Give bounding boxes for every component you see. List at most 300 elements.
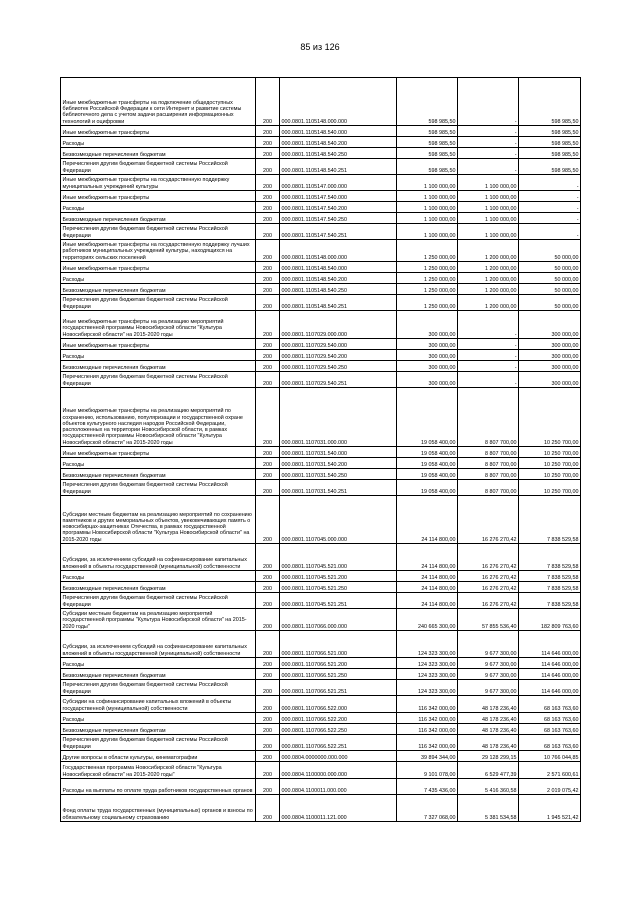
cell-name: Иные межбюджетные трансферты на подключение общедоступных библиотек Российской Федерации к сети Интернет и развитие системы библиотечного дела с учетом задачи расширения информационных технологий и оцифровки (61, 78, 256, 126)
cell-executed: 16 276 270,42 (458, 582, 519, 593)
cell-name: Безвозмездные перечисления бюджетам (61, 213, 256, 224)
cell-grbs: 200 (256, 469, 280, 480)
table-row (61, 696, 581, 713)
cell-executed: 8 807 700,00 (458, 458, 519, 469)
cell-code: 000.0801.1107045.521.250 (280, 582, 397, 593)
cell-rest: 598 985,50 (519, 126, 581, 137)
cell-grbs: 200 (256, 544, 280, 571)
cell-approved: 598 985,50 (397, 159, 458, 175)
cell-approved: 300 000,00 (397, 350, 458, 361)
cell-code: 000.0801.1107031.000.000 (280, 388, 397, 447)
cell-grbs: 200 (256, 609, 280, 631)
table-row (61, 137, 581, 148)
cell-name: Государственная программа Новосибирской области "Культура Новосибирской области" на 2015-2020 годы" (61, 762, 256, 779)
cell-code: 000.0801.1105147.540.251 (280, 224, 397, 240)
cell-executed: 8 807 700,00 (458, 447, 519, 458)
cell-approved: 124 323 300,00 (397, 669, 458, 680)
cell-name: Иные межбюджетные трансферты на государственную поддержку лучших работников муниципальных учреждений культуры, находящихся на территориях сельских поселений (61, 240, 256, 262)
table-row (61, 779, 581, 795)
cell-executed: - (458, 361, 519, 372)
cell-name: Иные межбюджетные трансферты (61, 447, 256, 458)
page-number: 85 из 126 (300, 42, 340, 52)
cell-name: Субсидии, за исключением субсидий на софинансирование капитальных вложений в объекты государственной (муниципальной) собственности (61, 631, 256, 658)
table-row (61, 361, 581, 372)
budget-table (60, 77, 581, 822)
cell-grbs: 200 (256, 372, 280, 388)
cell-approved: 116 342 000,00 (397, 696, 458, 713)
table-row (61, 175, 581, 191)
table-row (61, 480, 581, 496)
cell-executed: - (458, 339, 519, 350)
table-row (61, 593, 581, 609)
table-row (61, 795, 581, 822)
cell-name: Перечисления другим бюджетам бюджетной системы Российской Федерации (61, 224, 256, 240)
table-row (61, 388, 581, 447)
cell-name: Расходы (61, 658, 256, 669)
cell-executed: 16 276 270,42 (458, 571, 519, 582)
cell-grbs: 200 (256, 350, 280, 361)
cell-grbs: 200 (256, 724, 280, 735)
cell-executed: 9 677 300,00 (458, 669, 519, 680)
cell-executed: 48 178 236,40 (458, 724, 519, 735)
cell-grbs: 200 (256, 262, 280, 273)
cell-executed: - (458, 159, 519, 175)
cell-executed: - (458, 350, 519, 361)
cell-name: Расходы (61, 571, 256, 582)
cell-approved: 300 000,00 (397, 372, 458, 388)
cell-rest: - (519, 175, 581, 191)
cell-executed: 1 100 000,00 (458, 224, 519, 240)
table-row (61, 295, 581, 311)
cell-approved: 1 250 000,00 (397, 240, 458, 262)
cell-approved: 1 250 000,00 (397, 295, 458, 311)
cell-executed: 1 100 000,00 (458, 213, 519, 224)
table-row (61, 458, 581, 469)
cell-name: Расходы (61, 273, 256, 284)
cell-rest: 7 838 529,58 (519, 571, 581, 582)
cell-executed: - (458, 78, 519, 126)
cell-grbs: 200 (256, 339, 280, 350)
cell-code: 000.0801.1105148.540.000 (280, 126, 397, 137)
cell-grbs: 200 (256, 735, 280, 751)
cell-executed: 1 200 000,00 (458, 273, 519, 284)
table-row (61, 126, 581, 137)
cell-grbs: 200 (256, 388, 280, 447)
cell-approved: 300 000,00 (397, 311, 458, 339)
cell-name: Безвозмездные перечисления бюджетам (61, 669, 256, 680)
cell-approved: 1 250 000,00 (397, 284, 458, 295)
cell-code: 000.0801.1107031.540.200 (280, 458, 397, 469)
cell-code: 000.0804.1100000.000.000 (280, 762, 397, 779)
table-row (61, 240, 581, 262)
cell-name: Субсидии местным бюджетам на реализацию мероприятий по сохранению памятников и других мемориальных объектов, увековечивающих память о новосибирцах-защитниках Отечества, в рамках государственной программы Новосибирской области "Культура Новосибирской области" на 2015-2020 годы (61, 496, 256, 544)
cell-grbs: 200 (256, 669, 280, 680)
cell-grbs: 200 (256, 295, 280, 311)
cell-rest: 114 646 000,00 (519, 631, 581, 658)
cell-approved: 7 435 436,00 (397, 779, 458, 795)
cell-approved: 124 323 300,00 (397, 658, 458, 669)
table-row (61, 571, 581, 582)
cell-grbs: 200 (256, 284, 280, 295)
cell-rest: 68 163 763,60 (519, 713, 581, 724)
cell-grbs: 200 (256, 273, 280, 284)
table-row (61, 762, 581, 779)
cell-rest: - (519, 191, 581, 202)
cell-rest: 300 000,00 (519, 350, 581, 361)
table-row (61, 159, 581, 175)
cell-code: 000.0801.1107029.540.000 (280, 339, 397, 350)
cell-name: Безвозмездные перечисления бюджетам (61, 724, 256, 735)
cell-executed: 16 276 270,42 (458, 544, 519, 571)
cell-rest: 114 646 000,00 (519, 669, 581, 680)
cell-code: 000.0801.1105147.540.000 (280, 191, 397, 202)
cell-approved: 300 000,00 (397, 361, 458, 372)
table-row (61, 544, 581, 571)
budget-table-body (61, 78, 581, 822)
cell-rest: - (519, 224, 581, 240)
cell-rest: - (519, 202, 581, 213)
cell-grbs: 200 (256, 159, 280, 175)
cell-code: 000.0801.1105148.540.250 (280, 148, 397, 159)
table-row (61, 213, 581, 224)
cell-approved: 39 894 344,00 (397, 751, 458, 762)
cell-executed: 1 100 000,00 (458, 191, 519, 202)
table-row (61, 311, 581, 339)
cell-name: Другие вопросы в области культуры, кинематографии (61, 751, 256, 762)
cell-rest: - (519, 213, 581, 224)
cell-rest: 50 000,00 (519, 240, 581, 262)
cell-approved: 1 250 000,00 (397, 273, 458, 284)
cell-executed: 16 276 270,42 (458, 496, 519, 544)
cell-executed: 8 807 700,00 (458, 388, 519, 447)
table-row (61, 202, 581, 213)
cell-rest: 68 163 763,60 (519, 696, 581, 713)
cell-executed: 9 677 300,00 (458, 631, 519, 658)
cell-code: 000.0801.1107066.522.251 (280, 735, 397, 751)
cell-grbs: 200 (256, 571, 280, 582)
table-row (61, 582, 581, 593)
table-row (61, 724, 581, 735)
cell-grbs: 200 (256, 713, 280, 724)
table-row (61, 339, 581, 350)
table-row (61, 78, 581, 126)
cell-name: Иные межбюджетные трансферты (61, 126, 256, 137)
cell-rest: 50 000,00 (519, 284, 581, 295)
cell-approved: 24 114 800,00 (397, 571, 458, 582)
cell-executed: 6 529 477,39 (458, 762, 519, 779)
cell-approved: 24 114 800,00 (397, 582, 458, 593)
cell-code: 000.0801.1105148.540.251 (280, 295, 397, 311)
table-row (61, 631, 581, 658)
cell-executed: - (458, 148, 519, 159)
cell-code: 000.0801.1107029.540.200 (280, 350, 397, 361)
table-row (61, 680, 581, 696)
cell-approved: 19 058 400,00 (397, 480, 458, 496)
cell-grbs: 200 (256, 680, 280, 696)
cell-grbs: 200 (256, 126, 280, 137)
cell-grbs: 200 (256, 447, 280, 458)
cell-approved: 19 058 400,00 (397, 447, 458, 458)
cell-approved: 9 101 078,00 (397, 762, 458, 779)
cell-grbs: 200 (256, 696, 280, 713)
cell-code: 000.0801.1107066.521.251 (280, 680, 397, 696)
cell-code: 000.0801.1107045.521.251 (280, 593, 397, 609)
cell-rest: 10 250 700,00 (519, 469, 581, 480)
cell-code: 000.0801.1105148.540.000 (280, 262, 397, 273)
table-row (61, 284, 581, 295)
cell-executed: 1 200 000,00 (458, 284, 519, 295)
cell-grbs: 200 (256, 631, 280, 658)
cell-executed: 29 128 299,15 (458, 751, 519, 762)
cell-approved: 1 100 000,00 (397, 191, 458, 202)
cell-code: 000.0801.1107066.521.200 (280, 658, 397, 669)
cell-rest: 68 163 763,60 (519, 735, 581, 751)
table-row (61, 191, 581, 202)
cell-grbs: 200 (256, 480, 280, 496)
cell-rest: 2 571 600,61 (519, 762, 581, 779)
cell-grbs: 200 (256, 582, 280, 593)
cell-code: 000.0801.1107045.521.200 (280, 571, 397, 582)
cell-name: Расходы (61, 350, 256, 361)
cell-code: 000.0801.1105148.540.200 (280, 273, 397, 284)
cell-name: Перечисления другим бюджетам бюджетной системы Российской Федерации (61, 680, 256, 696)
cell-rest: 114 646 000,00 (519, 658, 581, 669)
cell-code: 000.0801.1107066.522.200 (280, 713, 397, 724)
cell-code: 000.0801.1107031.540.000 (280, 447, 397, 458)
cell-approved: 24 114 800,00 (397, 593, 458, 609)
cell-rest: 10 250 700,00 (519, 458, 581, 469)
cell-approved: 24 114 800,00 (397, 544, 458, 571)
cell-code: 000.0801.1105148.540.250 (280, 284, 397, 295)
cell-rest: 300 000,00 (519, 311, 581, 339)
cell-code: 000.0801.1107066.000.000 (280, 609, 397, 631)
cell-executed: 57 855 536,40 (458, 609, 519, 631)
cell-rest: 300 000,00 (519, 339, 581, 350)
cell-rest: 10 766 044,85 (519, 751, 581, 762)
cell-grbs: 200 (256, 496, 280, 544)
cell-grbs: 200 (256, 148, 280, 159)
cell-name: Субсидии на софинансирование капитальных вложений в объекты государственной (муниципальной) собственности (61, 696, 256, 713)
cell-approved: 124 323 300,00 (397, 631, 458, 658)
cell-code: 000.0804.1100011.000.000 (280, 779, 397, 795)
cell-rest: 50 000,00 (519, 262, 581, 273)
cell-name: Иные межбюджетные трансферты на реализацию мероприятий государственной программы Новосибирской области "Культура Новосибирской области" на 2015-2020 годы (61, 311, 256, 339)
cell-name: Субсидии местным бюджетам на реализацию мероприятий государственной программы "Культура Новосибирской области" на 2015-2020 годы" (61, 609, 256, 631)
cell-rest: 300 000,00 (519, 372, 581, 388)
table-row (61, 447, 581, 458)
cell-executed: 1 200 000,00 (458, 240, 519, 262)
cell-name: Перечисления другим бюджетам бюджетной системы Российской Федерации (61, 735, 256, 751)
cell-rest: 7 838 529,58 (519, 496, 581, 544)
cell-rest: 598 985,50 (519, 78, 581, 126)
cell-rest: 300 000,00 (519, 361, 581, 372)
cell-executed: - (458, 311, 519, 339)
cell-grbs: 200 (256, 658, 280, 669)
cell-code: 000.0801.1107066.521.000 (280, 631, 397, 658)
cell-approved: 7 327 068,00 (397, 795, 458, 822)
cell-name: Иные межбюджетные трансферты на государственную поддержку муниципальных учреждений культуры (61, 175, 256, 191)
cell-rest: 598 985,50 (519, 137, 581, 148)
cell-name: Перечисления другим бюджетам бюджетной системы Российской Федерации (61, 480, 256, 496)
cell-code: 000.0801.1107029.540.250 (280, 361, 397, 372)
cell-grbs: 200 (256, 202, 280, 213)
cell-approved: 598 985,50 (397, 137, 458, 148)
cell-rest: 10 250 700,00 (519, 447, 581, 458)
cell-approved: 1 100 000,00 (397, 213, 458, 224)
cell-executed: - (458, 372, 519, 388)
table-row (61, 669, 581, 680)
cell-rest: 2 019 075,42 (519, 779, 581, 795)
cell-approved: 598 985,50 (397, 126, 458, 137)
cell-rest: 50 000,00 (519, 273, 581, 284)
cell-executed: 9 677 300,00 (458, 658, 519, 669)
cell-executed: 5 416 360,58 (458, 779, 519, 795)
cell-approved: 24 114 800,00 (397, 496, 458, 544)
cell-code: 000.0801.1105148.000.000 (280, 240, 397, 262)
cell-grbs: 200 (256, 78, 280, 126)
table-row (61, 751, 581, 762)
table-row (61, 735, 581, 751)
cell-grbs: 200 (256, 751, 280, 762)
cell-grbs: 200 (256, 361, 280, 372)
cell-approved: 116 342 000,00 (397, 713, 458, 724)
cell-executed: - (458, 126, 519, 137)
cell-name: Иные межбюджетные трансферты (61, 191, 256, 202)
cell-grbs: 200 (256, 224, 280, 240)
cell-approved: 19 058 400,00 (397, 469, 458, 480)
cell-grbs: 200 (256, 240, 280, 262)
cell-executed: 1 100 000,00 (458, 202, 519, 213)
cell-code: 000.0804.0000000.000.000 (280, 751, 397, 762)
cell-name: Расходы (61, 713, 256, 724)
table-row (61, 262, 581, 273)
cell-code: 000.0801.1105148.540.200 (280, 137, 397, 148)
cell-rest: 7 838 529,58 (519, 582, 581, 593)
cell-executed: 48 178 236,40 (458, 713, 519, 724)
table-row (61, 609, 581, 631)
cell-name: Иные межбюджетные трансферты (61, 339, 256, 350)
cell-rest: 68 163 763,60 (519, 724, 581, 735)
cell-approved: 598 985,50 (397, 148, 458, 159)
cell-approved: 19 058 400,00 (397, 458, 458, 469)
cell-grbs: 200 (256, 458, 280, 469)
cell-rest: 1 945 521,42 (519, 795, 581, 822)
cell-grbs: 200 (256, 779, 280, 795)
cell-rest: 10 250 700,00 (519, 480, 581, 496)
cell-rest: 10 250 700,00 (519, 388, 581, 447)
cell-name: Безвозмездные перечисления бюджетам (61, 361, 256, 372)
cell-executed: 1 100 000,00 (458, 175, 519, 191)
cell-rest: 182 809 763,60 (519, 609, 581, 631)
cell-executed: 8 807 700,00 (458, 480, 519, 496)
cell-code: 000.0801.1105147.000.000 (280, 175, 397, 191)
cell-grbs: 200 (256, 795, 280, 822)
cell-executed: 1 200 000,00 (458, 295, 519, 311)
cell-executed: - (458, 137, 519, 148)
cell-grbs: 200 (256, 213, 280, 224)
cell-name: Перечисления другим бюджетам бюджетной системы Российской Федерации (61, 372, 256, 388)
table-row (61, 713, 581, 724)
cell-name: Расходы (61, 137, 256, 148)
cell-grbs: 200 (256, 762, 280, 779)
cell-name: Фонд оплаты труда государственных (муниципальных) органов и взносы по обязательному социальному страхованию (61, 795, 256, 822)
table-row (61, 350, 581, 361)
cell-executed: 16 276 270,42 (458, 593, 519, 609)
cell-name: Расходы на выплаты по оплате труда работников государственных органов (61, 779, 256, 795)
cell-name: Иные межбюджетные трансферты (61, 262, 256, 273)
cell-approved: 598 985,50 (397, 78, 458, 126)
cell-name: Безвозмездные перечисления бюджетам (61, 284, 256, 295)
cell-approved: 19 058 400,00 (397, 388, 458, 447)
cell-code: 000.0801.1107066.521.250 (280, 669, 397, 680)
cell-executed: 1 200 000,00 (458, 262, 519, 273)
cell-code: 000.0801.1105148.540.251 (280, 159, 397, 175)
cell-approved: 116 342 000,00 (397, 724, 458, 735)
cell-approved: 300 000,00 (397, 339, 458, 350)
cell-approved: 1 100 000,00 (397, 175, 458, 191)
cell-code: 000.0801.1107031.540.251 (280, 480, 397, 496)
cell-code: 000.0801.1107031.540.250 (280, 469, 397, 480)
cell-code: 000.0801.1105147.540.250 (280, 213, 397, 224)
cell-name: Субсидии, за исключением субсидий на софинансирование капитальных вложений в объекты государственной (муниципальной) собственности (61, 544, 256, 571)
cell-code: 000.0801.1107066.522.000 (280, 696, 397, 713)
cell-name: Безвозмездные перечисления бюджетам (61, 148, 256, 159)
cell-approved: 116 342 000,00 (397, 735, 458, 751)
cell-code: 000.0804.1100011.121.000 (280, 795, 397, 822)
cell-name: Перечисления другим бюджетам бюджетной системы Российской Федерации (61, 593, 256, 609)
cell-rest: 7 838 529,58 (519, 593, 581, 609)
cell-code: 000.0801.1107029.000.000 (280, 311, 397, 339)
cell-code: 000.0801.1107029.540.251 (280, 372, 397, 388)
cell-name: Перечисления другим бюджетам бюджетной системы Российской Федерации (61, 159, 256, 175)
cell-executed: 48 178 236,40 (458, 696, 519, 713)
cell-name: Перечисления другим бюджетам бюджетной системы Российской Федерации (61, 295, 256, 311)
cell-name: Иные межбюджетные трансферты на реализацию мероприятий по сохранению, использованию, популяризации и государственной охране объектов культурного наследия народов Российской Федерации, расположенных на территории Новосибирской области, в рамках государственной программы Новосибирской области "Культура Новосибирской области" на 2015-2020 годы (61, 388, 256, 447)
cell-executed: 9 677 300,00 (458, 680, 519, 696)
cell-name: Расходы (61, 458, 256, 469)
cell-approved: 124 323 300,00 (397, 680, 458, 696)
table-row (61, 148, 581, 159)
cell-approved: 1 100 000,00 (397, 224, 458, 240)
cell-rest: 598 985,50 (519, 159, 581, 175)
cell-rest: 114 646 000,00 (519, 680, 581, 696)
cell-approved: 1 100 000,00 (397, 202, 458, 213)
cell-executed: 48 178 236,40 (458, 735, 519, 751)
table-row (61, 224, 581, 240)
cell-grbs: 200 (256, 175, 280, 191)
table-row (61, 469, 581, 480)
cell-code: 000.0801.1107066.522.250 (280, 724, 397, 735)
cell-code: 000.0801.1107045.521.000 (280, 544, 397, 571)
cell-executed: 8 807 700,00 (458, 469, 519, 480)
cell-name: Расходы (61, 202, 256, 213)
table-row (61, 372, 581, 388)
cell-rest: 598 985,50 (519, 148, 581, 159)
cell-approved: 240 665 300,00 (397, 609, 458, 631)
cell-rest: 50 000,00 (519, 295, 581, 311)
cell-grbs: 200 (256, 191, 280, 202)
cell-grbs: 200 (256, 593, 280, 609)
table-row (61, 273, 581, 284)
cell-name: Безвозмездные перечисления бюджетам (61, 582, 256, 593)
cell-code: 000.0801.1105148.000.000 (280, 78, 397, 126)
table-row (61, 658, 581, 669)
cell-code: 000.0801.1105147.540.200 (280, 202, 397, 213)
cell-name: Безвозмездные перечисления бюджетам (61, 469, 256, 480)
cell-code: 000.0801.1107045.000.000 (280, 496, 397, 544)
table-row (61, 496, 581, 544)
cell-approved: 1 250 000,00 (397, 262, 458, 273)
